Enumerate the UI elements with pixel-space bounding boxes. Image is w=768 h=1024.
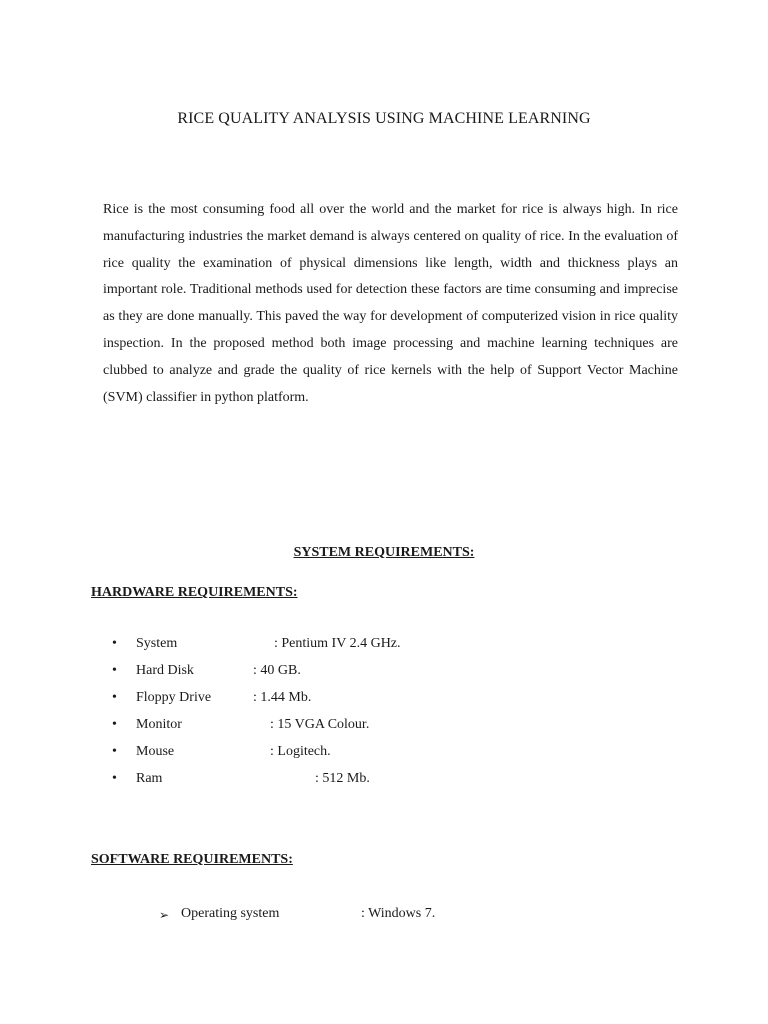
hardware-requirements-list bbox=[0, 636, 500, 798]
abstract-paragraph: Rice is the most consuming food all over the world and the market for rice is always high. In rice manufacturing industries the market demand is always centered on quality of rice. In the evaluation of rice quality the examination of physical dimensions like length, width and thickness plays an important role. Traditional methods used for detection these factors are time consuming and imprecise as they are done manually. This paved the way for development of computerized vision in rice quality inspection. In the proposed method both image processing and machine learning techniques are clubbed to analyze and grade the quality of rice kernels with the help of Support Vector Machine (SVM) classifier in python platform. bbox=[103, 202, 678, 405]
requirement-value: : 1.44 Mb. bbox=[253, 690, 312, 705]
requirement-value: : 15 VGA Colour. bbox=[270, 717, 370, 732]
list-item bbox=[0, 906, 500, 933]
bullet-icon: • bbox=[112, 690, 117, 705]
requirement-value: : Pentium IV 2.4 GHz. bbox=[274, 636, 401, 651]
requirement-label: Floppy Drive bbox=[136, 690, 212, 705]
list-item bbox=[0, 690, 500, 717]
list-item bbox=[0, 771, 500, 798]
arrow-bullet-icon: ➢ bbox=[159, 908, 170, 922]
requirement-label: Monitor bbox=[136, 717, 182, 732]
software-requirements-heading: SOFTWARE REQUIREMENTS: bbox=[91, 852, 293, 867]
requirement-value: : 512 Mb. bbox=[315, 771, 370, 786]
requirement-label: Ram bbox=[136, 771, 163, 786]
requirement-label: Mouse bbox=[136, 744, 175, 759]
document-title: RICE QUALITY ANALYSIS USING MACHINE LEARNING bbox=[177, 110, 591, 127]
list-item bbox=[0, 636, 500, 663]
requirement-label: Hard Disk bbox=[136, 663, 194, 678]
requirement-value: : Windows 7. bbox=[361, 906, 436, 921]
bullet-icon: • bbox=[112, 771, 117, 786]
requirement-label: Operating system bbox=[181, 906, 280, 921]
system-requirements-heading: SYSTEM REQUIREMENTS: bbox=[293, 545, 475, 560]
requirement-value: : 40 GB. bbox=[253, 663, 301, 678]
bullet-icon: • bbox=[112, 663, 117, 678]
bullet-icon: • bbox=[112, 717, 117, 732]
list-item bbox=[0, 663, 500, 690]
software-requirements-list bbox=[0, 906, 500, 933]
requirement-label: System bbox=[136, 636, 178, 651]
hardware-requirements-heading: HARDWARE REQUIREMENTS: bbox=[91, 585, 298, 600]
list-item bbox=[0, 744, 500, 771]
requirement-value: : Logitech. bbox=[270, 744, 331, 759]
bullet-icon: • bbox=[112, 636, 117, 651]
list-item bbox=[0, 717, 500, 744]
bullet-icon: • bbox=[112, 744, 117, 759]
